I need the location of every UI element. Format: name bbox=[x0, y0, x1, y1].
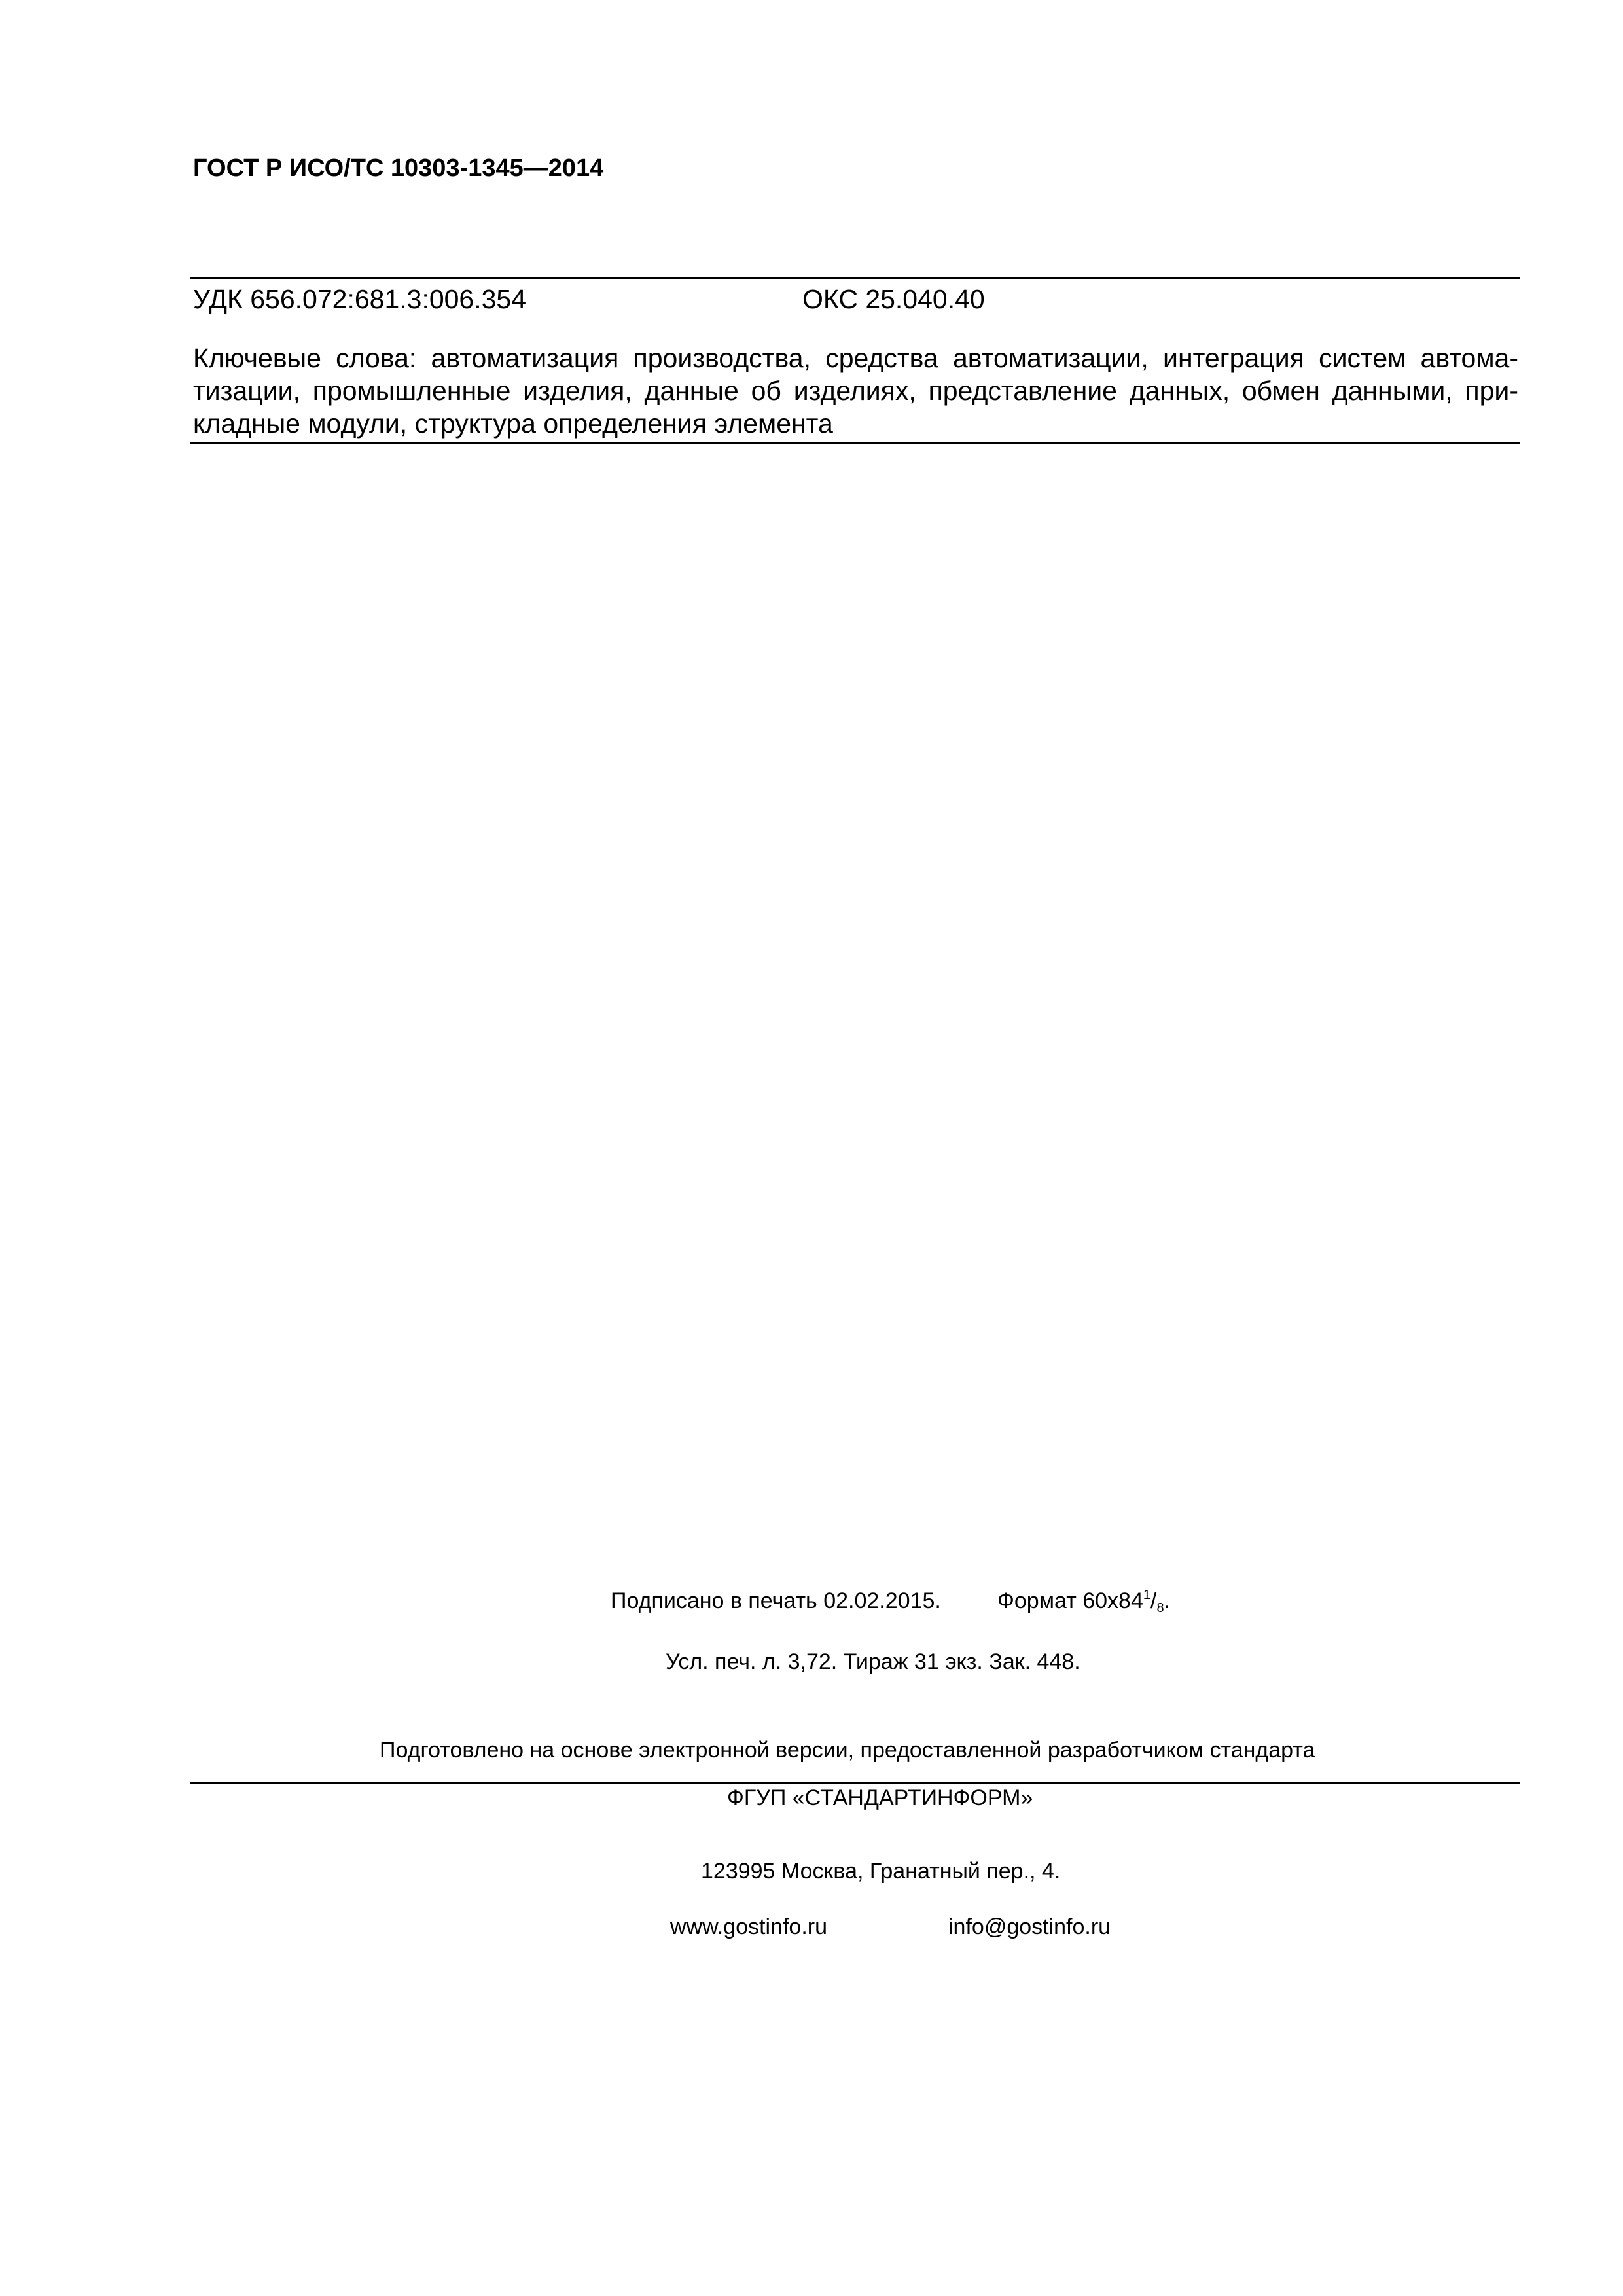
publisher-name: ФГУП «СТАНДАРТИНФОРМ» bbox=[727, 1785, 1033, 1810]
publisher-website: www.gostinfo.ru bbox=[670, 1914, 827, 1939]
publisher-email: info@gostinfo.ru bbox=[948, 1914, 1111, 1939]
format-prefix: Формат 60x84 bbox=[997, 1588, 1143, 1613]
format-numerator: 1 bbox=[1143, 1588, 1150, 1602]
standard-code-header: ГОСТ Р ИСО/ТС 10303-1345—2014 bbox=[193, 154, 604, 182]
keywords-line: кладные модули, структура определения элемента bbox=[193, 408, 833, 439]
format-denominator: 8 bbox=[1156, 1601, 1164, 1615]
top-divider bbox=[190, 277, 1520, 279]
udk-code: УДК 656.072:681.3:006.354 bbox=[193, 284, 527, 314]
keywords-line: тизации, промышленные изделия, данные об изделиях, представление данных, обмен данными, при- bbox=[193, 376, 1518, 406]
signed-for-print: Подписано в печать 02.02.2015. bbox=[611, 1588, 941, 1613]
publisher-address: 123995 Москва, Гранатный пер., 4. bbox=[701, 1859, 1061, 1884]
keywords-line: Ключевые слова: автоматизация производства, средства автоматизации, интеграция систем автома- bbox=[193, 343, 1518, 373]
print-info: Усл. печ. л. 3,72. Тираж 31 экз. Зак. 448. bbox=[666, 1649, 1080, 1674]
oks-code: ОКС 25.040.40 bbox=[802, 284, 985, 314]
keywords-bottom-divider bbox=[190, 442, 1520, 444]
format-slash: / bbox=[1150, 1588, 1157, 1613]
keywords-paragraph bbox=[193, 342, 1518, 440]
format-suffix: . bbox=[1164, 1588, 1171, 1613]
paper-format bbox=[997, 1588, 1170, 1614]
prepared-note: Подготовлено на основе электронной версии, предоставленной разработчиком стандарта bbox=[380, 1738, 1315, 1763]
publisher-divider bbox=[190, 1782, 1520, 1784]
